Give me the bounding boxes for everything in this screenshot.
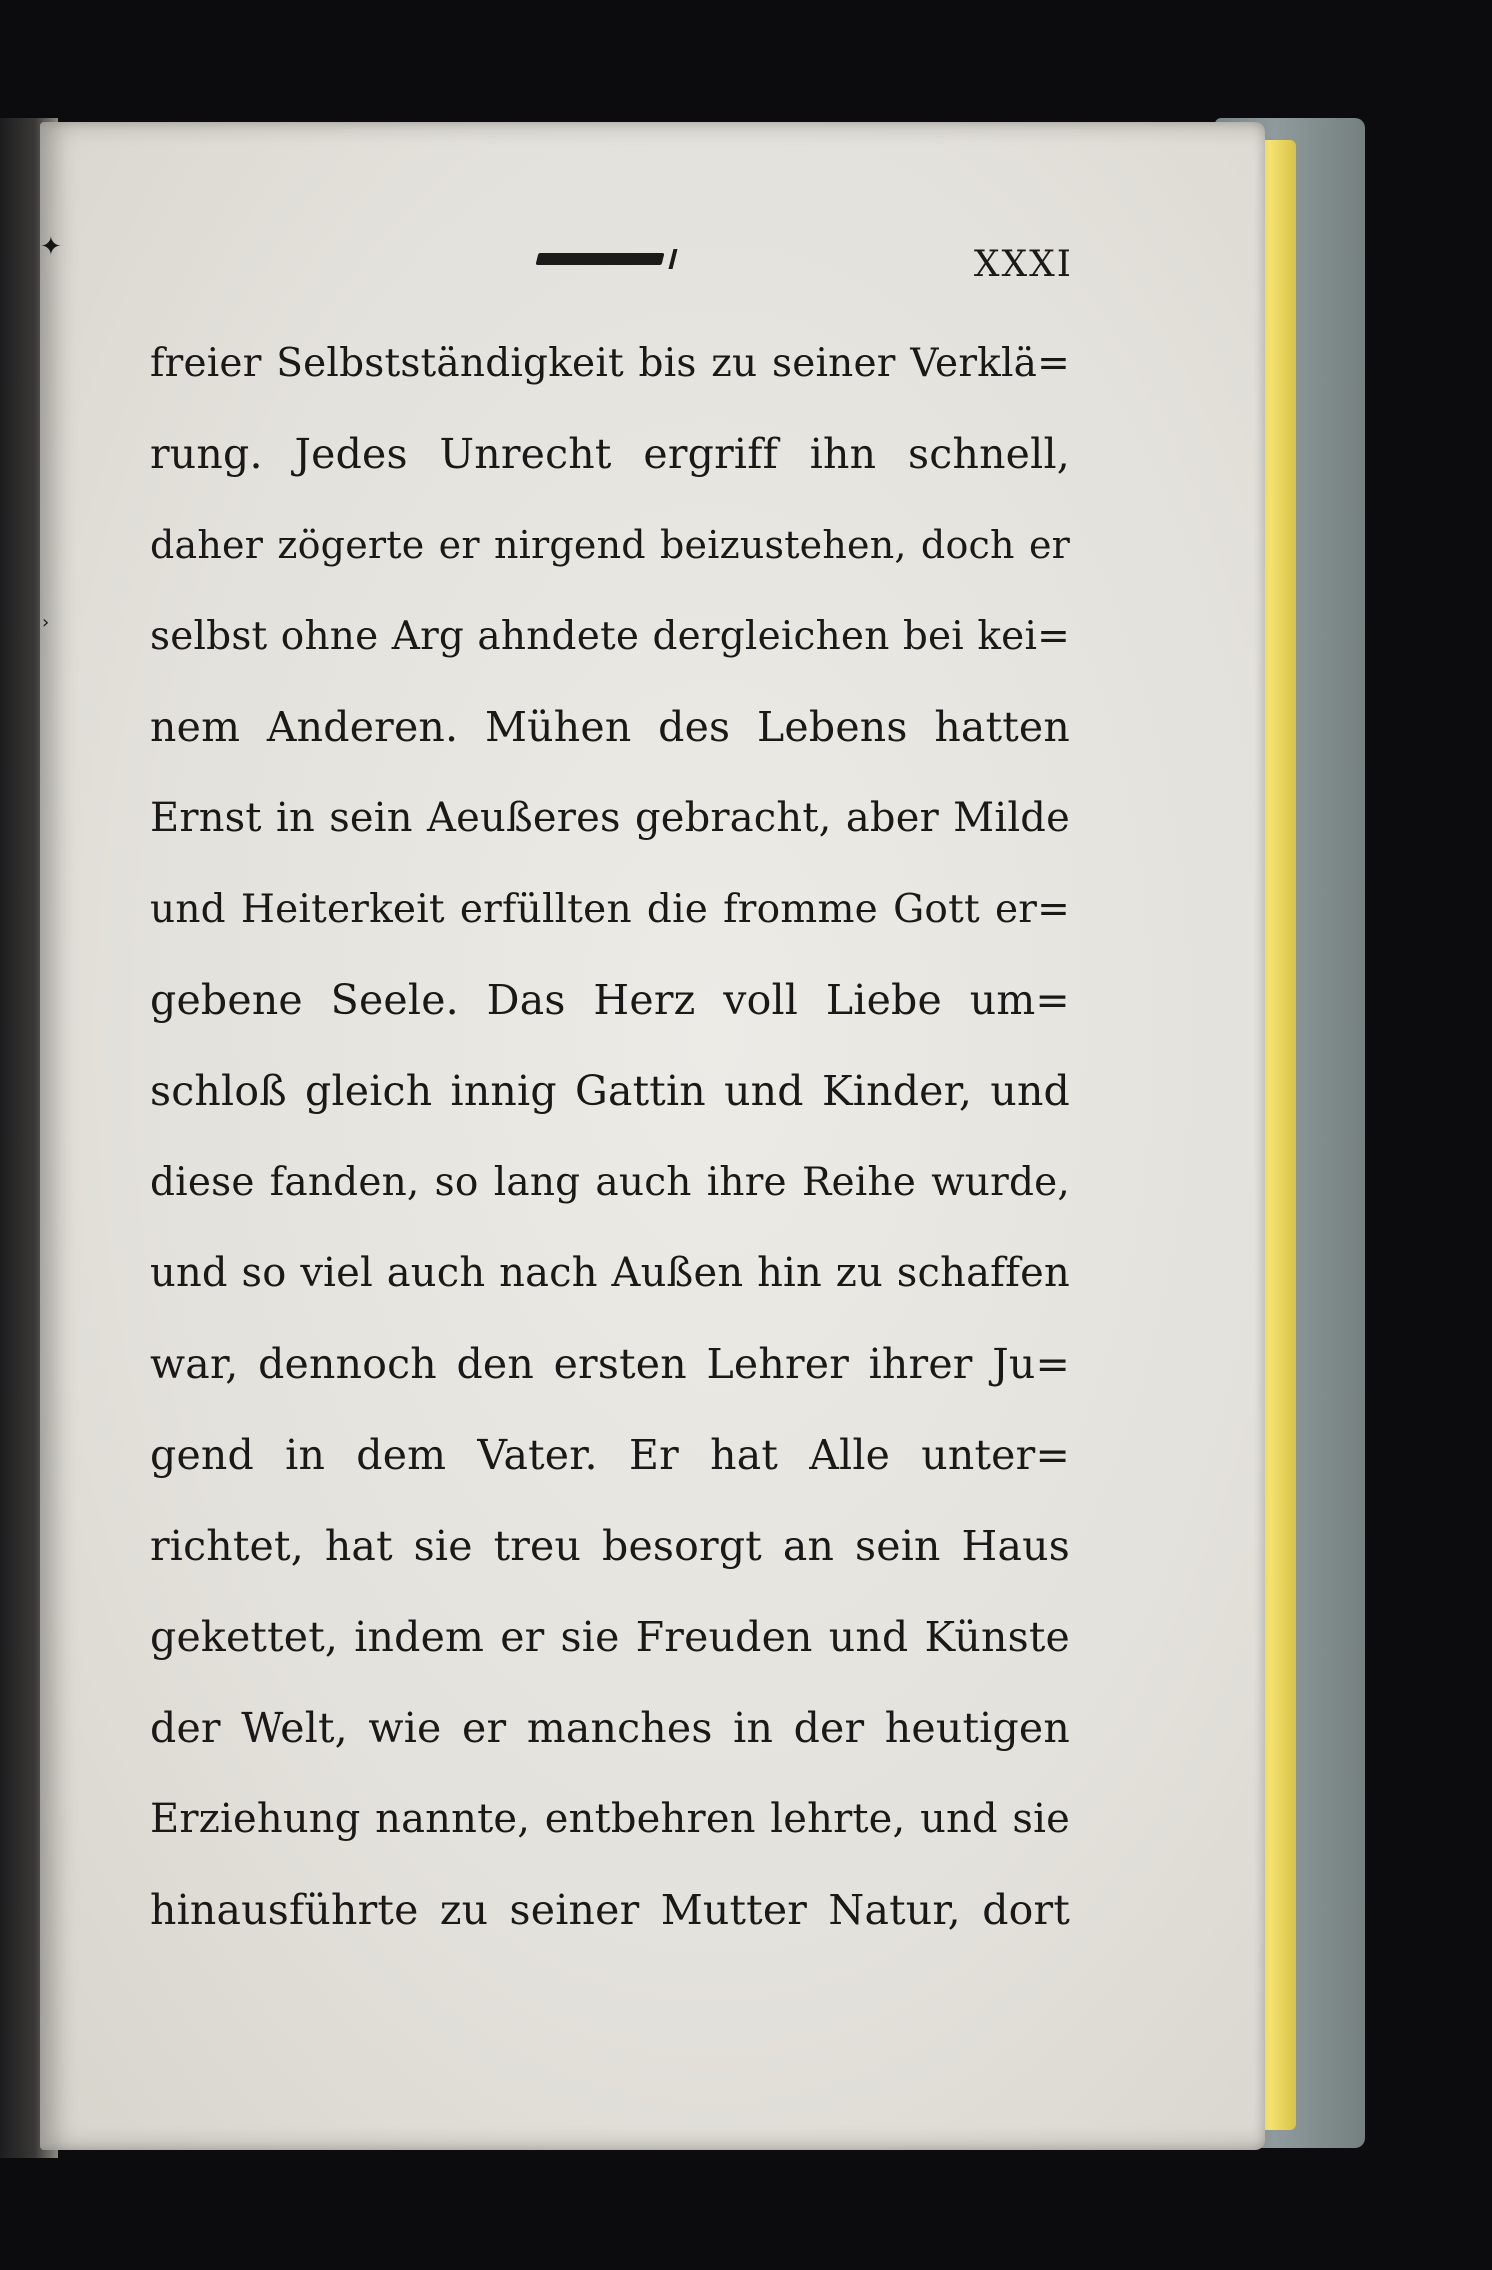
text-line: war, dennoch den ersten Lehrer ihrer Ju= — [150, 1340, 1070, 1388]
text-line: und Heiterkeit erfüllten die fromme Gott er= — [150, 887, 1070, 932]
text-line: hinausführte zu seiner Mutter Natur, dort — [150, 1886, 1070, 1934]
text-line: gend in dem Vater. Er hat Alle unter= — [150, 1431, 1070, 1479]
body-text — [150, 318, 1070, 1956]
header-rule — [536, 253, 665, 265]
text-line: daher zögerte er nirgend beizustehen, doch er — [150, 523, 1070, 567]
text-line: nem Anderen. Mühen des Lebens hatten — [150, 703, 1070, 751]
text-line: der Welt, wie er manches in der heutigen — [150, 1704, 1070, 1752]
page-number: XXXI — [973, 244, 1073, 285]
text-line: richtet, hat sie treu besorgt an sein Haus — [150, 1522, 1070, 1570]
text-line: rung. Jedes Unrecht ergriff ihn schnell, — [150, 430, 1070, 478]
text-line: Erziehung nannte, entbehren lehrte, und sie — [150, 1796, 1070, 1842]
text-line: gebene Seele. Das Herz voll Liebe um= — [150, 976, 1070, 1024]
text-line: gekettet, indem er sie Freuden und Künste — [150, 1613, 1070, 1661]
text-line: selbst ohne Arg ahndete dergleichen bei kei= — [150, 614, 1070, 659]
text-line: und so viel auch nach Außen hin zu schaffen — [150, 1250, 1070, 1296]
text-line: Ernst in sein Aeußeres gebracht, aber Milde — [150, 795, 1070, 841]
text-line: schloß gleich innig Gattin und Kinder, und — [150, 1067, 1070, 1115]
text-line: freier Selbstständigkeit bis zu seiner Verklä= — [150, 341, 1070, 386]
text-line: diese fanden, so lang auch ihre Reihe wurde, — [150, 1160, 1070, 1205]
margin-mark-arrow-icon: › — [42, 612, 50, 633]
margin-mark-star-icon: ✦ — [40, 232, 62, 262]
